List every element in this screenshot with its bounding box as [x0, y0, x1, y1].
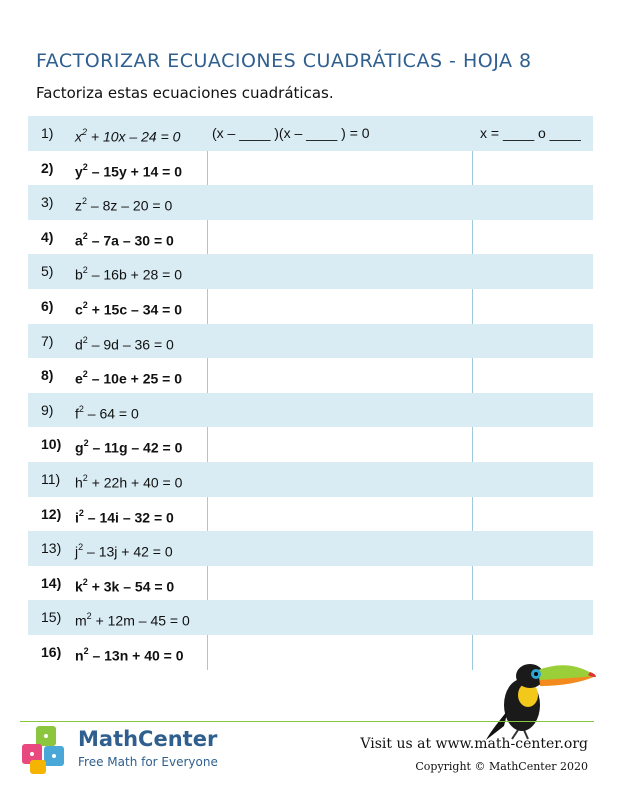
dice-logo-icon [18, 724, 76, 776]
problem-equation: $k^2 + 3k - 54 = 0$ [75, 576, 175, 595]
worksheet-instructions: Factoriza estas ecuaciones cuadráticas. [36, 84, 334, 102]
problem-row [28, 324, 593, 359]
problem-row [28, 462, 593, 497]
problem-row [28, 531, 593, 566]
problem-row [28, 151, 593, 186]
problem-equation: $e^2 - 10e + 25 = 0$ [75, 369, 183, 387]
problem-equation: $y^2 - 15y + 14 = 0$ [75, 161, 183, 180]
website-link[interactable]: Visit us at www.math-center.org [360, 736, 588, 752]
footer-divider [20, 721, 594, 722]
problem-row [28, 289, 593, 324]
problem-number: 3) [41, 194, 54, 211]
worksheet-title: FACTORIZAR ECUACIONES CUADRÁTICAS - HOJA 8 [36, 50, 532, 72]
problem-number: 13) [41, 540, 62, 557]
problem-number: 7) [41, 332, 54, 349]
problem-number: 15) [41, 609, 62, 626]
problem-row [28, 600, 593, 635]
problem-row [28, 358, 593, 393]
problems-table [28, 116, 593, 670]
problem-equation: $m^2 + 12m - 45 = 0$ [75, 611, 190, 629]
problem-equation: $c^2 + 15c - 34 = 0$ [75, 299, 183, 318]
problem-equation: $h^2 + 22h + 40 = 0$ [75, 472, 183, 491]
problem-equation: $i^2 - 14i - 32 = 0$ [75, 507, 174, 526]
answer-roots-template: x = ____ o ____ [480, 125, 581, 141]
copyright-notice: Copyright © MathCenter 2020 [415, 760, 588, 773]
problem-row [28, 116, 593, 151]
problem-equation: $j^2 - 13j + 42 = 0$ [75, 542, 173, 560]
problem-number: 2) [41, 159, 54, 176]
problem-equation: $f^2 - 64 = 0$ [75, 403, 139, 422]
problem-number: 16) [41, 643, 62, 660]
problem-row [28, 427, 593, 462]
brand-tagline: Free Math for Everyone [78, 755, 218, 769]
problem-number: 1) [41, 125, 54, 141]
problem-row [28, 393, 593, 428]
problem-number: 10) [41, 436, 62, 453]
problem-number: 8) [41, 367, 54, 384]
problem-equation: $x^2 + 10x - 24 = 0$ [75, 127, 181, 145]
problem-equation: $g^2 - 11g - 42 = 0$ [75, 438, 183, 456]
problem-equation: $a^2 - 7a - 30 = 0$ [75, 230, 174, 249]
problem-number: 5) [41, 263, 54, 280]
problem-row [28, 566, 593, 601]
answer-factor-template: (x – ____ )(x – ____ ) = 0 [212, 125, 370, 141]
problem-number: 11) [41, 470, 61, 487]
problem-equation: $n^2 - 13n + 40 = 0$ [75, 645, 184, 664]
problem-row [28, 497, 593, 532]
problem-row [28, 254, 593, 289]
toucan-illustration [478, 650, 598, 740]
problem-number: 6) [41, 297, 54, 314]
problem-number: 9) [41, 401, 54, 418]
problem-equation: $b^2 - 16b + 28 = 0$ [75, 265, 183, 284]
problem-row [28, 220, 593, 255]
brand-name: MathCenter [78, 727, 218, 751]
problem-number: 4) [41, 228, 54, 245]
problem-equation: $z^2 - 8z - 20 = 0$ [75, 196, 173, 214]
problem-equation: $d^2 - 9d - 36 = 0$ [75, 334, 174, 353]
problem-number: 14) [41, 574, 62, 591]
problem-row [28, 185, 593, 220]
problem-number: 12) [41, 505, 62, 522]
